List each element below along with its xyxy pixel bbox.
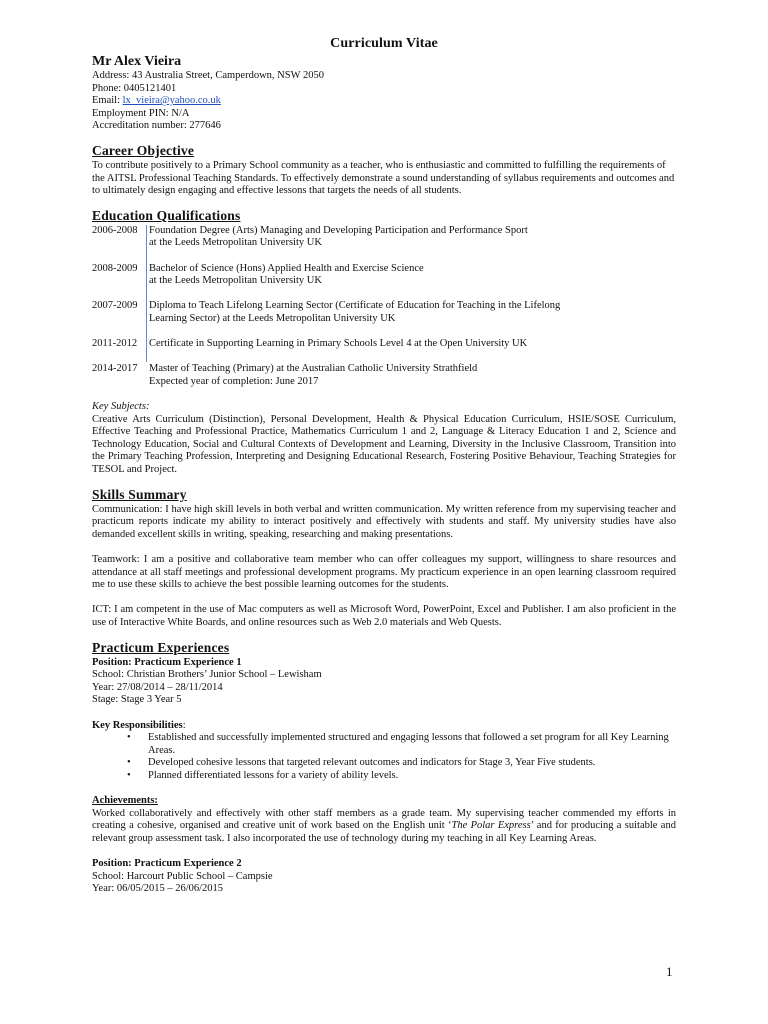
skill-communication: Communication: I have high skill levels in both verbal and written communication. My written reference from my supervising teacher and practicum reports indicate my ability to interact positively and effectively with students and staff. My university studies have also demanded excellent skills in writing, speaking, researching and making presentations. xyxy=(92,503,676,540)
practicum-1-position: Position: Practicum Experience 1 xyxy=(92,656,242,668)
skill-ict: ICT: I am competent in the use of Mac computers as well as Microsoft Word, PowerPoint, Excel and Publisher. I am also proficient in the use of Interactive White Boards, and online resources such as Web 2.0 materials and Web Quests. xyxy=(92,604,676,628)
spacer xyxy=(92,707,676,720)
education-title: Diploma to Teach Lifelong Learning Sector (Certificate of Education for Teaching in the Lifelong xyxy=(149,300,561,312)
responsibilities-colon: : xyxy=(182,719,186,731)
practicum-2-year: Year: 06/05/2015 – 26/06/2015 xyxy=(92,883,224,895)
education-detail xyxy=(148,263,676,288)
achievements-text-start: Worked collaboratively and effectively with other staff members as a grade team. My supervising teacher commended my efforts in creating a cohesive, organised and creative unit of work based on the English unit ‘ xyxy=(92,807,676,832)
achievements-label: Achievements: xyxy=(92,795,158,807)
education-title: Master of Teaching (Primary) at the Australian Catholic University Strathfield xyxy=(149,363,478,375)
education-year: 2007-2009 xyxy=(92,300,138,312)
education-heading: Education Qualifications xyxy=(92,207,241,223)
candidate-name: Mr Alex Vieira xyxy=(92,54,182,69)
education-row xyxy=(92,363,676,388)
unit-title: The Polar Express xyxy=(451,820,531,832)
practicum-1-school: School: Christian Brothers’ Junior School – Lewisham xyxy=(92,669,322,681)
practicum-1-stage: Stage: Stage 3 Year 5 xyxy=(92,694,182,706)
education-row xyxy=(92,300,676,325)
spacer xyxy=(92,783,676,796)
phone-line: Phone: 0405121401 xyxy=(92,82,177,94)
achievements-text-end: ’ and for producing a suitable and relevant group assessment task. I also incorporated the use of technology during my teaching in all Key Learning Areas. xyxy=(92,820,676,844)
education-row xyxy=(92,338,676,351)
education-row xyxy=(92,225,676,250)
address-line: Address: 43 Australia Street, Camperdown, NSW 2050 xyxy=(92,70,324,81)
practicum-2-position: Position: Practicum Experience 2 xyxy=(92,858,242,870)
education-completion: Expected year of completion: June 2017 xyxy=(149,375,319,387)
career-objective-heading: Career Objective xyxy=(92,142,195,158)
career-objective-text: To contribute positively to a Primary School community as a teacher, who is enthusiastic and committed to fulfilling the requirements of the AITSL Professional Teaching Standards. To effectively demonstrate a sound understanding of syllabus requirements and outcomes and to ultimately design engaging and effective lessons that targets the needs of all students. xyxy=(92,159,675,197)
education-detail xyxy=(148,363,676,388)
responsibilities-label-text: Key Responsibilities xyxy=(92,719,183,731)
email-link[interactable]: lx_vieira@yahoo.co.uk xyxy=(122,95,221,107)
education-year: 2014-2017 xyxy=(92,363,138,375)
pin-line: Employment PIN: N/A xyxy=(92,107,190,119)
education-title: Certificate in Supporting Learning in Primary Schools Level 4 at the Open University UK xyxy=(149,338,528,350)
education-year: 2008-2009 xyxy=(92,262,138,274)
accreditation-line: Accreditation number: 277646 xyxy=(92,120,221,132)
cv-page xyxy=(92,36,676,896)
skills-heading: Skills Summary xyxy=(92,486,187,502)
achievements-text xyxy=(92,808,676,846)
key-subjects-label: Key Subjects: xyxy=(92,401,150,413)
education-year: 2011-2012 xyxy=(92,338,138,350)
education-list xyxy=(92,225,676,389)
education-institution: at the Leeds Metropolitan University UK xyxy=(149,275,322,287)
education-title: Bachelor of Science (Hons) Applied Health and Exercise Science xyxy=(149,262,424,274)
page-number: 1 xyxy=(666,964,673,979)
spacer xyxy=(92,845,676,858)
practicum-2-school: School: Harcourt Public School – Campsie xyxy=(92,870,273,882)
education-detail xyxy=(148,300,676,325)
list-item: • Established and successfully implemented structured and engaging lessons that followed a set program for all Key Learning Areas. xyxy=(127,732,676,757)
education-institution: Learning Sector) at the Leeds Metropolitan University UK xyxy=(149,312,396,324)
education-title: Foundation Degree (Arts) Managing and Developing Participation and Performance Sport xyxy=(149,224,528,236)
key-subjects-text: Creative Arts Curriculum (Distinction), Personal Development, Health & Physical Education Curriculum, HSIE/SOSE Curriculum, Effective Teaching and Professional Practice, Mathematics Curriculum 1 and 2, Language & Literacy Education 1 and 2, Science and Technology Education, Social and Cultural Contexts of Development and Learning, Diversity in the Inclusive Classroom, Transition into the Primary Teaching Profession, Interpreting and Designing Educational Research, Fostering Positive Behaviour, Teaching Strategies for TESOL and Project. xyxy=(92,413,676,476)
responsibilities-list xyxy=(92,732,676,782)
list-item: • Developed cohesive lessons that targeted relevant outcomes and indicators for Stage 3, Year Five students. xyxy=(127,757,676,770)
education-row xyxy=(92,263,676,288)
spacer xyxy=(92,541,676,554)
education-divider xyxy=(146,225,147,363)
education-institution: at the Leeds Metropolitan University UK xyxy=(149,237,322,249)
spacer xyxy=(92,592,676,605)
practicum-1-year: Year: 27/08/2014 – 28/11/2014 xyxy=(92,681,223,693)
education-detail xyxy=(148,338,676,351)
document-title: Curriculum Vitae xyxy=(330,36,438,51)
contact-details xyxy=(92,70,676,133)
skill-teamwork: Teamwork: I am a positive and collaborative team member who can offer colleagues my support, willingness to share resources and attendance at all staff meetings and professional development programs. My practicum experience in an open learning classroom required me to use these skills to achieve the best possible learning outcomes for the students. xyxy=(92,554,676,591)
list-item: • Planned differentiated lessons for a variety of ability levels. xyxy=(127,770,676,783)
email-line xyxy=(92,95,676,108)
email-label: Email: xyxy=(92,95,123,107)
practicum-heading: Practicum Experiences xyxy=(92,639,230,655)
education-year: 2006-2008 xyxy=(92,224,138,236)
education-detail xyxy=(148,225,676,250)
responsibilities-label xyxy=(92,720,676,733)
